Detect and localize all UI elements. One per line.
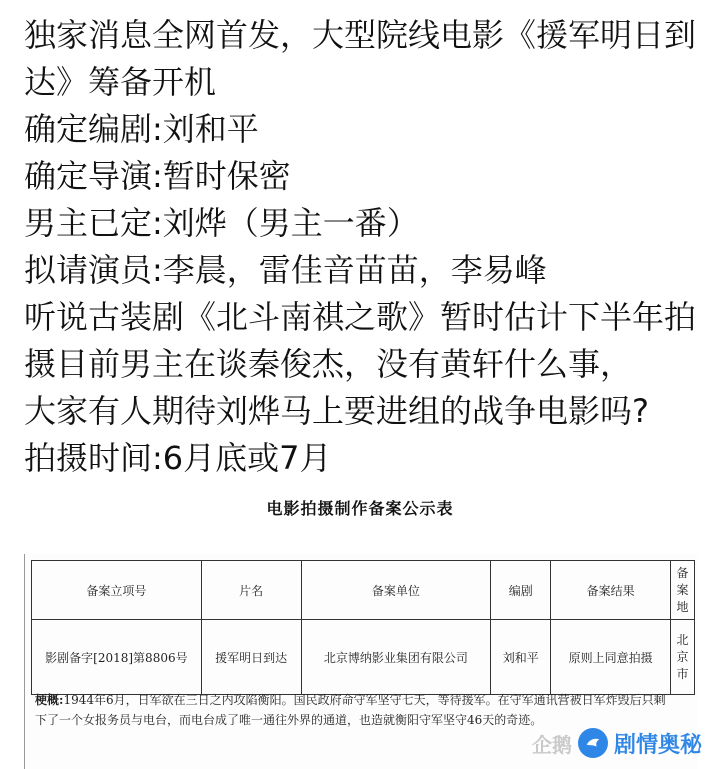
post-line: 确定编剧:刘和平 (24, 110, 259, 148)
watermark (532, 725, 702, 761)
header-cell: 片名 (201, 561, 301, 620)
watermark-brand-text: 剧情奥秘 (613, 732, 702, 758)
post-line: 摄目前男主在谈秦俊杰，没有黄轩什么事， (24, 345, 633, 383)
post-text (24, 12, 704, 482)
bird-logo-icon (578, 728, 608, 758)
synopsis-text: 1944年6月，日军欲在三日之内攻陷衡阳。国民政府命守军坚守七天，等待援军。在守军通讯营被日军炸毁后只剩下了一个女报务员与电台，而电台成了唯一通往外界的通道，也造就衡阳守军坚守46天的奇迹。 (35, 693, 666, 727)
header-cell-vertical: 备案地 (676, 565, 689, 614)
post-line: 听说古装剧《北斗南祺之歌》暂时估计下半年拍 (24, 298, 697, 336)
post-line: 达》筹备开机 (24, 63, 217, 101)
watermark-ghost-text: 企鹅 (531, 732, 572, 757)
cell-filing-result: 原则上同意拍摄 (551, 620, 671, 695)
cell-screenwriter: 刘和平 (491, 620, 551, 695)
post-line: 独家消息全网首发，大型院线电影《援军明日到 (24, 16, 697, 54)
filing-table (31, 560, 695, 695)
post-line: 男主已定:刘烨（男主一番） (24, 204, 419, 242)
post-line: 大家有人期待刘烨马上要进组的战争电影吗? (24, 392, 649, 430)
synopsis (35, 690, 675, 730)
table-header-row (32, 561, 695, 620)
synopsis-label: 梗概: (35, 693, 64, 707)
cell-location (670, 620, 694, 695)
document-title: 电影拍摄制作备案公示表 (266, 499, 454, 518)
table-row (32, 620, 695, 695)
post-line: 确定导演:暂时保密 (24, 157, 291, 195)
cell-film-title: 援军明日到达 (201, 620, 301, 695)
header-cell: 备案单位 (301, 561, 491, 620)
cell-location-vertical: 北京市 (676, 632, 689, 681)
header-cell: 备案结果 (551, 561, 671, 620)
header-cell: 编剧 (491, 561, 551, 620)
header-cell (670, 561, 694, 620)
cell-filing-unit: 北京博纳影业集团有限公司 (301, 620, 491, 695)
post-line: 拟请演员:李晨，雷佳音苗苗，李易峰 (24, 251, 547, 289)
header-cell: 备案立项号 (32, 561, 202, 620)
post-line: 拍摄时间:6月底或7月 (24, 439, 332, 477)
cell-filing-number: 影剧备字[2018]第8806号 (32, 620, 202, 695)
